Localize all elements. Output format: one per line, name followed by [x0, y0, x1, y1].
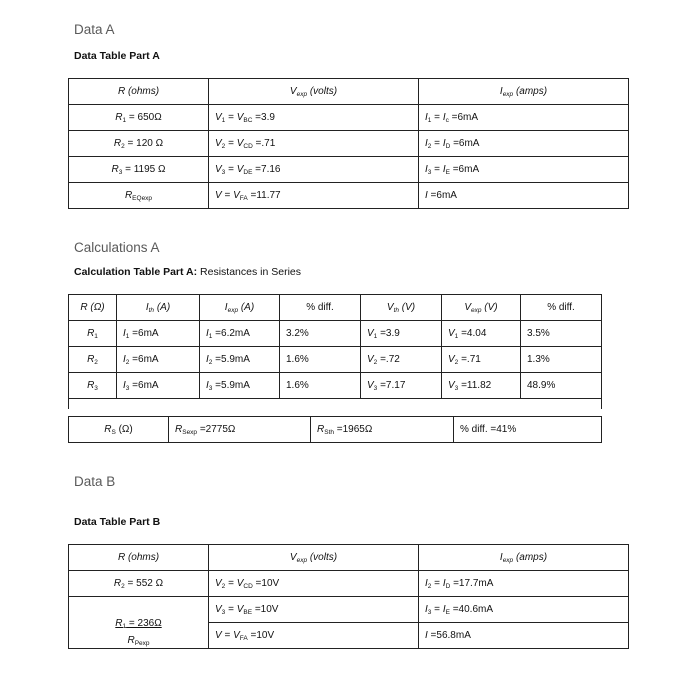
data-table-b: [68, 544, 629, 649]
cell-percent-diff: 1.6%: [280, 347, 361, 373]
table-row: [69, 571, 629, 597]
header-voltage: $V_{exp}$ (volts): [209, 79, 419, 105]
cell-percent-diff: 1.3%: [521, 347, 602, 373]
cell-current: $I_3 = I_E =6mA$: [419, 157, 629, 183]
header-voltage: $V_{exp}$ (volts): [209, 545, 419, 571]
table-b-title: Data Table Part B: [74, 516, 161, 528]
header-current: $I_{exp}$ (amps): [419, 545, 629, 571]
header-resistance: R (ohms): [69, 545, 209, 571]
cell-current-theory: $I_3 =6mA$: [117, 373, 200, 399]
header-voltage-exp: $V_{exp}$ (V): [442, 295, 521, 321]
calc-a-heading: Calculations A: [74, 240, 160, 255]
table-header-row: [69, 79, 629, 105]
table-row: [69, 417, 602, 443]
cell-current: I =6mA: [419, 183, 629, 209]
cell-voltage: $V_2 = V_{CD} =.71$: [209, 131, 419, 157]
cell-current-exp: $I_2 =5.9mA$: [200, 347, 280, 373]
cell-voltage: $V_3 = V_{DE} =7.16$: [209, 157, 419, 183]
cell-current: $I_1 = I_c =6mA$: [419, 105, 629, 131]
cell-current: $I_2 = I_D =6mA$: [419, 131, 629, 157]
header-percent-diff: % diff.: [521, 295, 602, 321]
cell-voltage: $V = V_{FA} =10V$: [209, 623, 419, 649]
header-current-theory: $I_{th}$ (A): [117, 295, 200, 321]
table-gap-row: [69, 399, 602, 410]
cell-voltage-theory: $V_3 =7.17$: [361, 373, 442, 399]
header-voltage-theory: $V_{th}$ (V): [361, 295, 442, 321]
table-row: [69, 347, 602, 373]
table-header-row: [69, 295, 602, 321]
cell-series-resistance-exp: $R_{Sexp} =2775\Omega$: [169, 417, 311, 443]
data-table-a: [68, 78, 629, 209]
cell-resistor: $R_1$: [69, 321, 117, 347]
table-header-row: [69, 545, 629, 571]
cell-current-exp: $I_3 =5.9mA$: [200, 373, 280, 399]
cell-resistance: $R_1 = 236\Omega$ $R_{Pexp}$: [69, 597, 209, 649]
cell-voltage: $V_3 = V_{BE} =10V$: [209, 597, 419, 623]
cell-voltage-exp: $V_3 =11.82$: [442, 373, 521, 399]
calc-summary-table: [68, 416, 602, 443]
cell-resistance: $R_1 = 650\Omega$: [69, 105, 209, 131]
header-current: $I_{exp}$ (amps): [419, 79, 629, 105]
cell-resistor: $R_3$: [69, 373, 117, 399]
cell-current-theory: $I_2 =6mA$: [117, 347, 200, 373]
table-row: [69, 321, 602, 347]
cell-current-theory: $I_1 =6mA$: [117, 321, 200, 347]
header-resistance: R (Ω): [69, 295, 117, 321]
cell-voltage-theory: $V_2 =.72$: [361, 347, 442, 373]
table-row: [69, 597, 629, 623]
cell-voltage-theory: $V_1 =3.9$: [361, 321, 442, 347]
calc-a-title: Calculation Table Part A: Resistances in Series: [74, 266, 301, 278]
cell-voltage-exp: $V_2 =.71$: [442, 347, 521, 373]
cell-percent-diff: 3.5%: [521, 321, 602, 347]
header-current-exp: $I_{exp}$ (A): [200, 295, 280, 321]
table-row: [69, 131, 629, 157]
table-row: [69, 373, 602, 399]
cell-resistor: $R_2$: [69, 347, 117, 373]
cell-resistance: $R_{EQexp}$: [69, 183, 209, 209]
cell-current: I =56.8mA: [419, 623, 629, 649]
cell-series-resistance-label: $R_S$ (Ω): [69, 417, 169, 443]
cell-resistance: $R_2 = 120$ Ω: [69, 131, 209, 157]
section-b-heading: Data B: [74, 474, 116, 489]
table-row: [69, 157, 629, 183]
cell-current: $I_3 = I_E =40.6mA$: [419, 597, 629, 623]
cell-percent-diff: 48.9%: [521, 373, 602, 399]
gap-cell: [69, 399, 602, 410]
cell-voltage: $V_2 = V_{CD} =10V$: [209, 571, 419, 597]
section-a-heading: Data A: [74, 22, 115, 37]
cell-series-percent-diff: % diff. =41%: [454, 417, 602, 443]
cell-current-exp: $I_1 =6.2mA$: [200, 321, 280, 347]
cell-resistance: $R_3 = 1195$ Ω: [69, 157, 209, 183]
table-row: [69, 183, 629, 209]
table-a-title: Data Table Part A: [74, 50, 160, 62]
cell-resistance: $R_2 = 552$ Ω: [69, 571, 209, 597]
cell-percent-diff: 1.6%: [280, 373, 361, 399]
cell-voltage-exp: $V_1 =4.04$: [442, 321, 521, 347]
header-percent-diff: % diff.: [280, 295, 361, 321]
cell-series-resistance-theory: $R_{Sth} =1965\Omega$: [311, 417, 454, 443]
cell-percent-diff: 3.2%: [280, 321, 361, 347]
calc-table-a: [68, 294, 602, 409]
header-resistance: R (ohms): [69, 79, 209, 105]
cell-current: $I_2 = I_D =17.7mA$: [419, 571, 629, 597]
cell-voltage: $V = V_{FA} =11.77$: [209, 183, 419, 209]
table-row: [69, 105, 629, 131]
cell-voltage: $V_1 = V_{BC} =3.9$: [209, 105, 419, 131]
